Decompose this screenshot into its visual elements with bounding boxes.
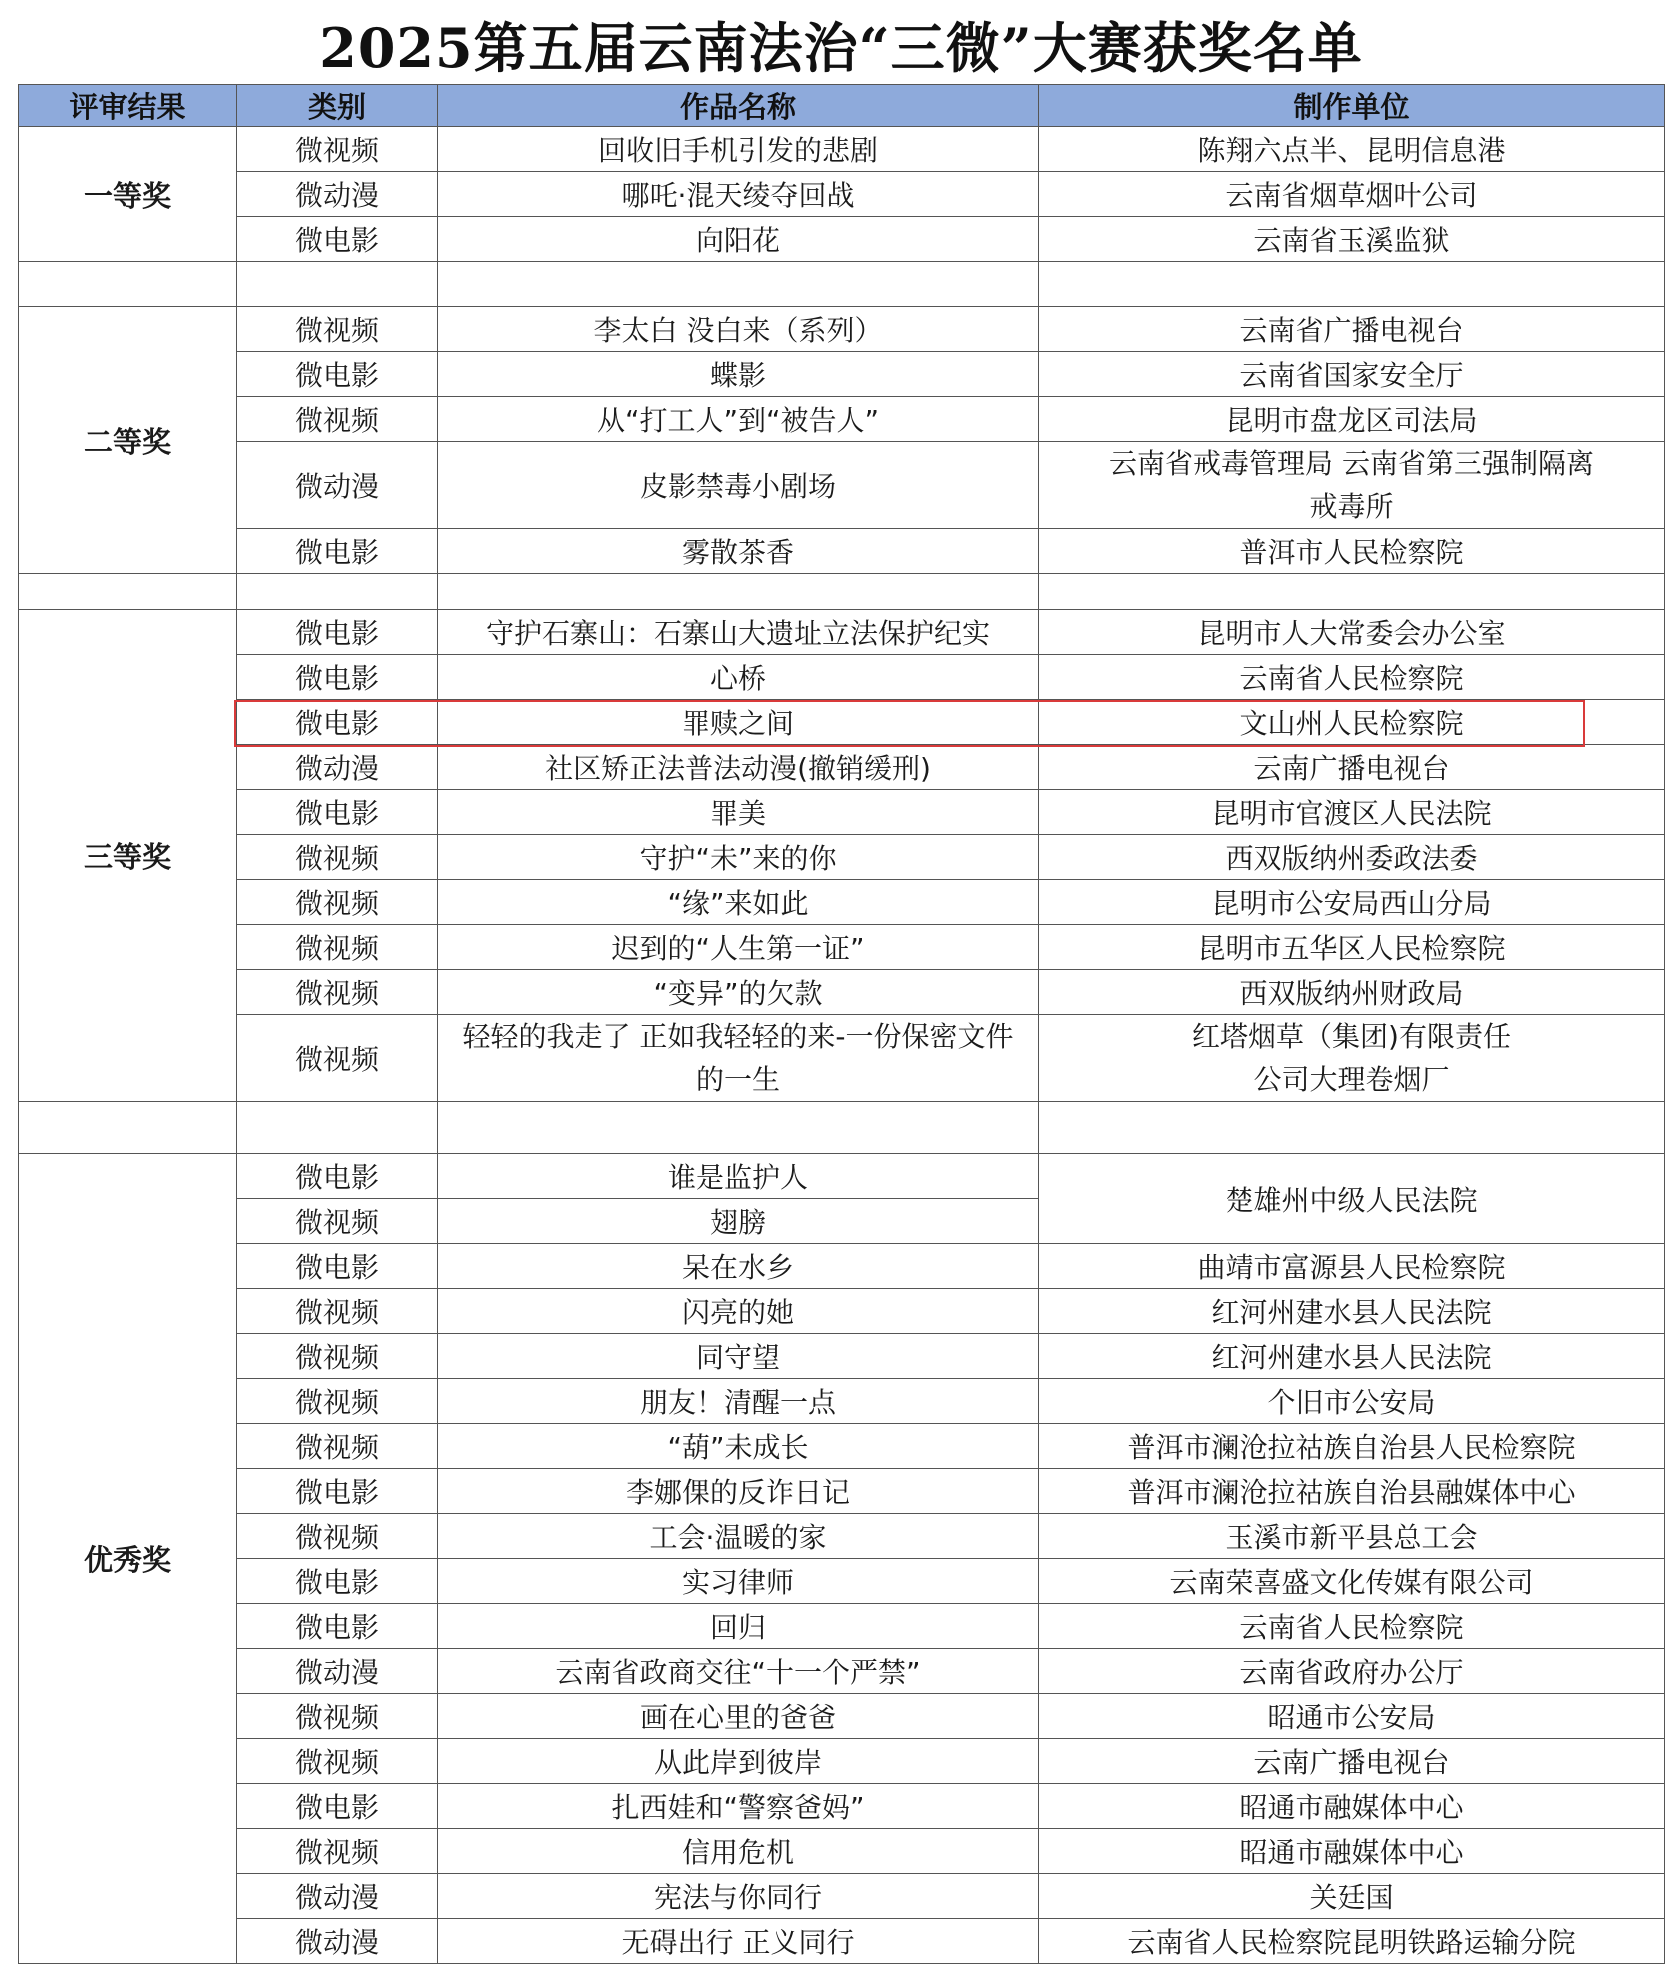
- header-producer: 制作单位: [1039, 85, 1665, 127]
- work-title-cell: 工会·温暖的家: [438, 1514, 1039, 1559]
- table-row: [19, 655, 1665, 700]
- producer-cell: 普洱市澜沧拉祜族自治县人民检察院: [1039, 1424, 1665, 1469]
- header-category: 类别: [237, 85, 438, 127]
- table-row: [19, 1424, 1665, 1469]
- category-cell: 微视频: [237, 1289, 438, 1334]
- producer-cell: 云南省人民检察院昆明铁路运输分院: [1039, 1919, 1665, 1964]
- empty-cell: [438, 262, 1039, 307]
- producer-cell: 昆明市五华区人民检察院: [1039, 925, 1665, 970]
- producer-cell: 关廷国: [1039, 1874, 1665, 1919]
- awards-table: [18, 84, 1665, 1964]
- table-row: [19, 1015, 1665, 1102]
- work-title-cell: “葫”未成长: [438, 1424, 1039, 1469]
- category-cell: 微视频: [237, 1739, 438, 1784]
- category-cell: 微电影: [237, 1784, 438, 1829]
- table-row: [19, 970, 1665, 1015]
- work-title-cell: 宪法与你同行: [438, 1874, 1039, 1919]
- category-cell: 微电影: [237, 700, 438, 745]
- category-cell: 微视频: [237, 925, 438, 970]
- category-cell: 微电影: [237, 1469, 438, 1514]
- empty-cell: [1039, 262, 1665, 307]
- work-title-cell: 谁是监护人: [438, 1154, 1039, 1199]
- table-row: [19, 217, 1665, 262]
- empty-cell: [237, 1102, 438, 1154]
- table-row: [19, 1469, 1665, 1514]
- work-title-cell: 哪吒·混天绫夺回战: [438, 172, 1039, 217]
- producer-cell: 陈翔六点半、昆明信息港: [1039, 127, 1665, 172]
- category-cell: 微动漫: [237, 1919, 438, 1964]
- work-title-cell: 信用危机: [438, 1829, 1039, 1874]
- work-title-cell: 皮影禁毒小剧场: [438, 442, 1039, 529]
- table-row: [19, 1334, 1665, 1379]
- producer-cell: 文山州人民检察院: [1039, 700, 1665, 745]
- table-row: [19, 1514, 1665, 1559]
- producer-cell: 云南省玉溪监狱: [1039, 217, 1665, 262]
- work-title-cell: 回归: [438, 1604, 1039, 1649]
- category-cell: 微电影: [237, 217, 438, 262]
- table-row: [19, 745, 1665, 790]
- work-title-cell: 实习律师: [438, 1559, 1039, 1604]
- work-title-cell: 蝶影: [438, 352, 1039, 397]
- producer-cell: 昭通市融媒体中心: [1039, 1784, 1665, 1829]
- work-title-cell: 扎西娃和“警察爸妈”: [438, 1784, 1039, 1829]
- producer-cell: 红塔烟草（集团)有限责任公司大理卷烟厂: [1039, 1015, 1665, 1102]
- empty-cell: [237, 574, 438, 610]
- table-row: [19, 1829, 1665, 1874]
- table-row: [19, 1649, 1665, 1694]
- table-row: [19, 1289, 1665, 1334]
- category-cell: 微动漫: [237, 172, 438, 217]
- category-cell: 微电影: [237, 1154, 438, 1199]
- category-cell: 微电影: [237, 1604, 438, 1649]
- work-title-cell: “变异”的欠款: [438, 970, 1039, 1015]
- producer-cell: 云南省国家安全厅: [1039, 352, 1665, 397]
- header-work-title: 作品名称: [438, 85, 1039, 127]
- category-cell: 微动漫: [237, 442, 438, 529]
- producer-cell: 红河州建水县人民法院: [1039, 1334, 1665, 1379]
- producer-cell: 昭通市融媒体中心: [1039, 1829, 1665, 1874]
- producer-cell: 个旧市公安局: [1039, 1379, 1665, 1424]
- category-cell: 微动漫: [237, 1874, 438, 1919]
- result-cell-third-prize: 三等奖: [19, 610, 237, 1102]
- work-title-cell: 李娜倮的反诈日记: [438, 1469, 1039, 1514]
- work-title-cell: 画在心里的爸爸: [438, 1694, 1039, 1739]
- producer-cell: 云南省烟草烟叶公司: [1039, 172, 1665, 217]
- table-row: [19, 1379, 1665, 1424]
- producer-cell: 云南广播电视台: [1039, 1739, 1665, 1784]
- category-cell: 微视频: [237, 1829, 438, 1874]
- spacer-row: [19, 262, 1665, 307]
- work-title-cell: 从“打工人”到“被告人”: [438, 397, 1039, 442]
- table-row: [19, 1874, 1665, 1919]
- work-title-cell: 无碍出行 正义同行: [438, 1919, 1039, 1964]
- category-cell: 微视频: [237, 1424, 438, 1469]
- category-cell: 微视频: [237, 127, 438, 172]
- work-title-cell: 守护石寨山：石寨山大遗址立法保护纪实: [438, 610, 1039, 655]
- table-header-row: [19, 85, 1665, 127]
- result-cell-first-prize: 一等奖: [19, 127, 237, 262]
- table-row: [19, 307, 1665, 352]
- table-row: [19, 1694, 1665, 1739]
- producer-cell: 西双版纳州委政法委: [1039, 835, 1665, 880]
- category-cell: 微动漫: [237, 1649, 438, 1694]
- work-title-cell: 翅膀: [438, 1199, 1039, 1244]
- work-title-cell: 同守望: [438, 1334, 1039, 1379]
- producer-cell: 曲靖市富源县人民检察院: [1039, 1244, 1665, 1289]
- table-row: [19, 529, 1665, 574]
- table-row: [19, 127, 1665, 172]
- category-cell: 微视频: [237, 880, 438, 925]
- producer-cell: 云南省广播电视台: [1039, 307, 1665, 352]
- category-cell: 微电影: [237, 529, 438, 574]
- page-title: 2025第五届云南法治“三微”大赛获奖名单: [319, 16, 1363, 80]
- header-result: 评审结果: [19, 85, 237, 127]
- category-cell: 微电影: [237, 1244, 438, 1289]
- work-title-cell: 朋友！清醒一点: [438, 1379, 1039, 1424]
- category-cell: 微视频: [237, 970, 438, 1015]
- category-cell: 微电影: [237, 790, 438, 835]
- category-cell: 微动漫: [237, 745, 438, 790]
- work-title-cell: 从此岸到彼岸: [438, 1739, 1039, 1784]
- spacer-row: [19, 574, 1665, 610]
- producer-cell: 云南省政府办公厅: [1039, 1649, 1665, 1694]
- spacer-row: [19, 1102, 1665, 1154]
- empty-cell: [237, 262, 438, 307]
- empty-cell: [19, 262, 237, 307]
- table-row: [19, 1604, 1665, 1649]
- table-row: [19, 1154, 1665, 1199]
- category-cell: 微电影: [237, 655, 438, 700]
- producer-cell: 昆明市人大常委会办公室: [1039, 610, 1665, 655]
- work-title-cell: 呆在水乡: [438, 1244, 1039, 1289]
- empty-cell: [19, 1102, 237, 1154]
- producer-cell: 昆明市官渡区人民法院: [1039, 790, 1665, 835]
- table-row: [19, 925, 1665, 970]
- work-title-cell: “缘”来如此: [438, 880, 1039, 925]
- table-row-highlighted: [19, 700, 1665, 745]
- producer-cell: 昭通市公安局: [1039, 1694, 1665, 1739]
- work-title-cell: 闪亮的她: [438, 1289, 1039, 1334]
- empty-cell: [438, 574, 1039, 610]
- producer-cell: 西双版纳州财政局: [1039, 970, 1665, 1015]
- category-cell: 微电影: [237, 610, 438, 655]
- work-title-cell: 向阳花: [438, 217, 1039, 262]
- producer-cell: 昆明市公安局西山分局: [1039, 880, 1665, 925]
- table-row: [19, 442, 1665, 529]
- table-row: [19, 610, 1665, 655]
- producer-cell: 云南荣喜盛文化传媒有限公司: [1039, 1559, 1665, 1604]
- work-title-cell: 社区矫正法普法动漫(撤销缓刑): [438, 745, 1039, 790]
- producer-cell: 云南省戒毒管理局 云南省第三强制隔离戒毒所: [1039, 442, 1665, 529]
- producer-cell: 普洱市澜沧拉祜族自治县融媒体中心: [1039, 1469, 1665, 1514]
- producer-cell: 红河州建水县人民法院: [1039, 1289, 1665, 1334]
- table-row: [19, 397, 1665, 442]
- work-title-cell: 罪赎之间: [438, 700, 1039, 745]
- table-row: [19, 172, 1665, 217]
- category-cell: 微视频: [237, 1015, 438, 1102]
- empty-cell: [1039, 1102, 1665, 1154]
- table-row: [19, 1919, 1665, 1964]
- work-title-cell: 雾散茶香: [438, 529, 1039, 574]
- category-cell: 微视频: [237, 1199, 438, 1244]
- table-row: [19, 790, 1665, 835]
- work-title-cell: 心桥: [438, 655, 1039, 700]
- producer-cell: 昆明市盘龙区司法局: [1039, 397, 1665, 442]
- table-row: [19, 1784, 1665, 1829]
- empty-cell: [19, 574, 237, 610]
- table-row: [19, 352, 1665, 397]
- category-cell: 微视频: [237, 1514, 438, 1559]
- category-cell: 微视频: [237, 307, 438, 352]
- producer-cell: 玉溪市新平县总工会: [1039, 1514, 1665, 1559]
- category-cell: 微视频: [237, 1334, 438, 1379]
- empty-cell: [1039, 574, 1665, 610]
- category-cell: 微视频: [237, 397, 438, 442]
- empty-cell: [438, 1102, 1039, 1154]
- producer-cell: 云南省人民检察院: [1039, 1604, 1665, 1649]
- category-cell: 微电影: [237, 1559, 438, 1604]
- table-row: [19, 880, 1665, 925]
- producer-cell: 云南省人民检察院: [1039, 655, 1665, 700]
- work-title-cell: 守护“未”来的你: [438, 835, 1039, 880]
- work-title-cell: 云南省政商交往“十一个严禁”: [438, 1649, 1039, 1694]
- table-row: [19, 835, 1665, 880]
- category-cell: 微视频: [237, 835, 438, 880]
- producer-cell: 云南广播电视台: [1039, 745, 1665, 790]
- work-title-cell: 罪美: [438, 790, 1039, 835]
- table-row: [19, 1739, 1665, 1784]
- category-cell: 微视频: [237, 1694, 438, 1739]
- result-cell-second-prize: 二等奖: [19, 307, 237, 574]
- work-title-cell: 轻轻的我走了 正如我轻轻的来-一份保密文件的一生: [438, 1015, 1039, 1102]
- result-cell-excellence-prize: 优秀奖: [19, 1154, 237, 1964]
- table-row: [19, 1244, 1665, 1289]
- category-cell: 微电影: [237, 352, 438, 397]
- producer-cell: 楚雄州中级人民法院: [1039, 1154, 1665, 1244]
- work-title-cell: 迟到的“人生第一证”: [438, 925, 1039, 970]
- work-title-cell: 回收旧手机引发的悲剧: [438, 127, 1039, 172]
- category-cell: 微视频: [237, 1379, 438, 1424]
- producer-cell: 普洱市人民检察院: [1039, 529, 1665, 574]
- work-title-cell: 李太白 没白来（系列）: [438, 307, 1039, 352]
- table-row: [19, 1559, 1665, 1604]
